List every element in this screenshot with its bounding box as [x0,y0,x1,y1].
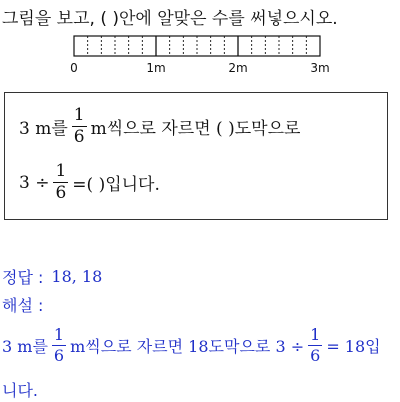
question-box [4,92,388,220]
explanation-label: 해설 : [2,296,44,315]
explanation-suffix: = 18입 [326,337,381,356]
question-line1-suffix: m씩으로 자르면 ( )도막으로 [90,119,301,139]
fraction-numerator: 1 [53,325,65,344]
fraction-denominator: 6 [73,127,85,147]
fraction-denominator: 6 [53,346,65,365]
fraction-denominator: 6 [310,346,321,365]
fraction-numerator: 1 [310,325,321,344]
explanation-line [2,327,381,364]
answer-value: 18, 18 [51,267,103,286]
ruler-label-3m: 3m [310,61,330,75]
question-fraction-1 [72,107,87,146]
ruler-diagram [60,32,340,60]
question-line-2 [19,163,160,202]
explanation-line2: 니다. [2,381,38,400]
instruction-text: 그림을 보고, ( )안에 알맞은 수를 써넣으시오. [2,9,338,29]
explanation-fraction-2 [308,327,322,364]
fraction-numerator: 1 [73,105,85,125]
fraction-denominator: 6 [55,183,67,203]
answer-line [2,265,102,288]
explanation-fraction-1 [52,327,66,364]
question-line-1 [19,107,300,146]
question-line2-suffix: =( )입니다. [72,175,160,195]
question-line2-prefix: 3 ÷ [19,172,50,193]
question-fraction-2 [53,163,68,202]
explanation-prefix: 3 m를 [2,337,48,356]
answer-label: 정답 : [2,268,44,287]
question-line1-prefix: 3 m를 [19,119,68,139]
explanation-line-2 [2,378,38,401]
meter-ruler [60,32,340,82]
ruler-label-0: 0 [70,61,78,75]
ruler-label-1m: 1m [146,61,166,75]
fraction-numerator: 1 [55,161,67,181]
ruler-label-2m: 2m [228,61,248,75]
explanation-label-line [2,293,43,316]
explanation-middle: m씩으로 자르면 18도막으로 3 ÷ [70,337,305,356]
